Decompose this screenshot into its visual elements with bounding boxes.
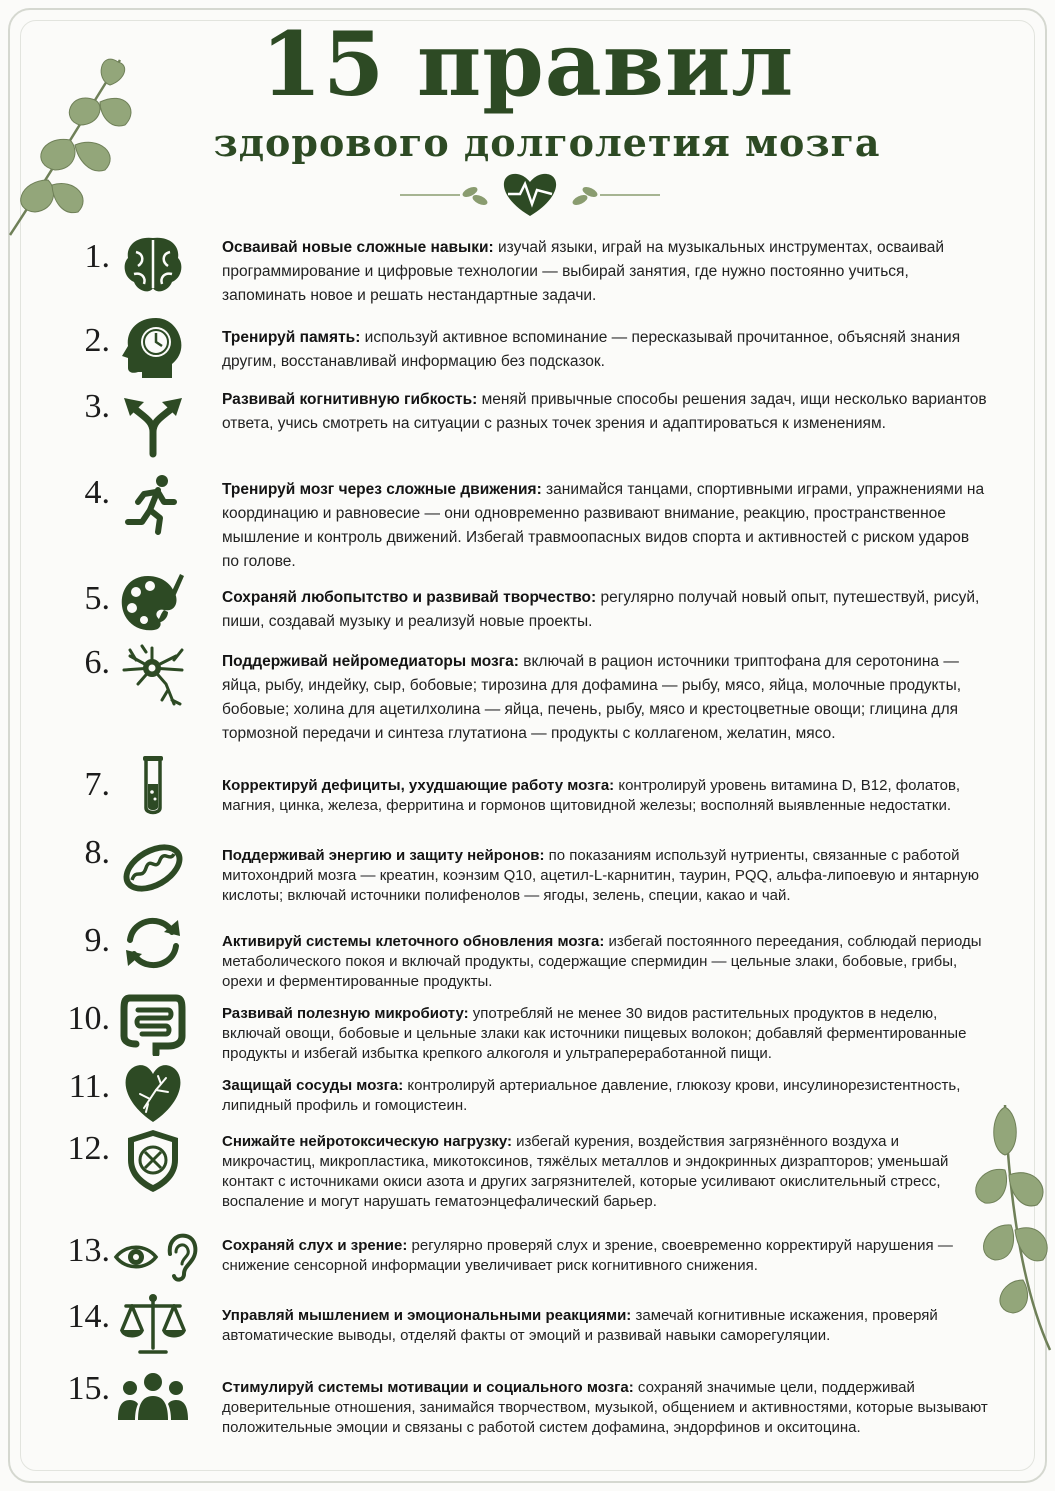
refresh-icon xyxy=(116,910,190,976)
shield-icon xyxy=(116,1128,190,1194)
rule-heading: Сохраняй слух и зрение: xyxy=(222,1237,408,1254)
rule-text: регулярно проверяй слух и зрение, своевременно корректируй нарушения — снижение сенсорной информации увеличивает риск когнитивного снижения. xyxy=(222,1237,953,1274)
rule-heading: Тренируй мозг через сложные движения: xyxy=(222,481,542,498)
rule-number: 3. xyxy=(84,388,110,425)
rule-heading: Поддерживай энергию и защиту нейронов: xyxy=(222,847,545,864)
brain-icon xyxy=(116,232,190,298)
heart-vessels-icon xyxy=(116,1060,190,1126)
intestines-icon xyxy=(116,990,190,1056)
rule-heading: Корректируй дефициты, ухудшающие работу мозга: xyxy=(222,777,615,794)
rule-heading: Стимулируй системы мотивации и социального мозга: xyxy=(222,1379,634,1396)
rule-text: занимайся танцами, спортивными играми, упражнениями на координацию и равновесие — они одновременно развивают внимание, реакцию, пространственное мышление и контроль движений. Избегай травмоопасных видов спорта и активностей с риском ударов по голове. xyxy=(222,481,985,570)
rule-text: избегай постоянного переедания, соблюдай периоды метаболического покоя и включай продукты, содержащие спермидин — цельные злаки, бобовые, грибы, орехи и ферментированные продукты. xyxy=(222,933,982,990)
rule-text: употребляй не менее 30 видов растительных продуктов в неделю, включай овощи, бобовые и цельные злаки как источники пищевых волокон; добавляй ферментированные продукты и избегай избытка крепкого алкоголя и ультрапереработанной пищи. xyxy=(222,1005,967,1062)
palette-icon xyxy=(116,570,190,636)
split-arrows-icon xyxy=(116,392,190,458)
rule-number: 13. xyxy=(67,1232,110,1269)
rule-heading: Снижайте нейротоксическую нагрузку: xyxy=(222,1133,512,1150)
neuron-icon xyxy=(116,644,190,710)
rule-number: 12. xyxy=(67,1130,110,1167)
mitochondrion-icon xyxy=(116,834,190,900)
rule-heading: Поддерживай нейромедиаторы мозга: xyxy=(222,653,519,670)
rule-heading: Активируй системы клеточного обновления мозга: xyxy=(222,933,605,950)
rule-number: 7. xyxy=(84,766,110,803)
test-tube-icon xyxy=(116,754,190,820)
rule-text: меняй привычные способы решения задач, ищи несколько вариантов ответа, учись смотреть на ситуации с разных точек зрения и адаптироваться к изменениям. xyxy=(222,391,987,432)
rule-text: по показаниям используй нутриенты, связанные с работой митохондрий мозга — креатин, коэнзим Q10, ацетил-L-карнитин, таурин, PQQ, альфа-липоевую и янтарную кислоты; включай источники полифенолов — ягоды, зелень, специи, какао и чай. xyxy=(222,847,980,904)
rule-number: 1. xyxy=(84,238,110,275)
rule-text: используй активное вспоминание — пересказывай прочитанное, объясняй знания другим, восстанавливай информацию без подсказок. xyxy=(222,329,961,370)
rule-number: 14. xyxy=(67,1298,110,1335)
rule-heading: Развивай когнитивную гибкость: xyxy=(222,391,478,408)
rule-number: 5. xyxy=(84,580,110,617)
people-icon xyxy=(116,1366,190,1432)
rule-heading: Осваивай новые сложные навыки: xyxy=(222,239,494,256)
rule-number: 9. xyxy=(84,922,110,959)
rule-text: контролируй артериальное давление, глюкозу крови, инсулинорезистентность, липидный профиль и гомоцистеин. xyxy=(222,1077,961,1114)
rule-text: изучай языки, играй на музыкальных инструментах, осваивай программирование и цифровые технологии — выбирай занятия, где нужно постоянно учиться, запоминать новое и решать нестандартные задачи. xyxy=(222,239,945,304)
rule-text: регулярно получай новый опыт, путешествуй, рисуй, пиши, создавай музыку и реализуй новые проекты. xyxy=(222,589,980,630)
rule-heading: Тренируй память: xyxy=(222,329,361,346)
head-clock-icon xyxy=(116,314,190,380)
rule-number: 8. xyxy=(84,834,110,871)
rule-number: 6. xyxy=(84,644,110,681)
rule-heading: Развивай полезную микробиоту: xyxy=(222,1005,469,1022)
rule-heading: Управляй мышлением и эмоциональными реакциями: xyxy=(222,1307,632,1324)
page-title: 15 правил xyxy=(260,12,795,116)
rule-heading: Защищай сосуды мозга: xyxy=(222,1077,404,1094)
rule-text: замечай когнитивные искажения, проверяй автоматические выводы, отделяй факты от эмоций и развивай навыки саморегуляции. xyxy=(222,1307,938,1344)
rule-number: 10. xyxy=(67,1000,110,1037)
rule-number: 2. xyxy=(84,322,110,359)
rule-text: избегай курения, воздействия загрязнённого воздуха и микрочастиц, микропластика, микотоксинов, тяжёлых металлов и эндокринных дизрапторов; уменьшай контакт с источниками окиси азота и других загрязнителей, которые усиливают окислительный стресс, воспаление и могут нарушать гематоэнцефалический барьер. xyxy=(222,1133,949,1210)
rule-number: 4. xyxy=(84,474,110,511)
rule-number: 11. xyxy=(68,1068,110,1105)
rule-text: контролируй уровень витамина D, B12, фолатов, магния, цинка, железа, ферритина и гормонов щитовидной железы; восполняй выявленные недостатки. xyxy=(222,777,961,814)
eye-ear-icon xyxy=(112,1224,202,1290)
rule-heading: Сохраняй любопытство и развивай творчество: xyxy=(222,589,597,606)
running-person-icon xyxy=(116,472,190,538)
rule-text: включай в рацион источники триптофана для серотонина — яйца, рыбу, индейку, сыр, бобовые; тирозина для дофамина — рыбу, мясо, яйца, молочные продукты, бобовые; холина для ацетилхолина — яйца, печень, рыбу, мясо и крестоцветные овощи; глицина для тормозной передачи и синтеза глутатиона — продукты с коллагеном, желатин, мясо. xyxy=(222,653,962,742)
rule-number: 15. xyxy=(67,1370,110,1407)
rule-text: сохраняй значимые цели, поддерживай доверительные отношения, занимайся творчеством, музыкой, общением и активностями, которые вызывают положительные эмоции и связаны с работой систем дофамина, эндорфинов и окситоцина. xyxy=(222,1379,988,1436)
heartbeat-divider-icon xyxy=(400,170,660,220)
page-subtitle: здорового долголетия мозга xyxy=(213,120,881,165)
scales-icon xyxy=(116,1292,190,1358)
